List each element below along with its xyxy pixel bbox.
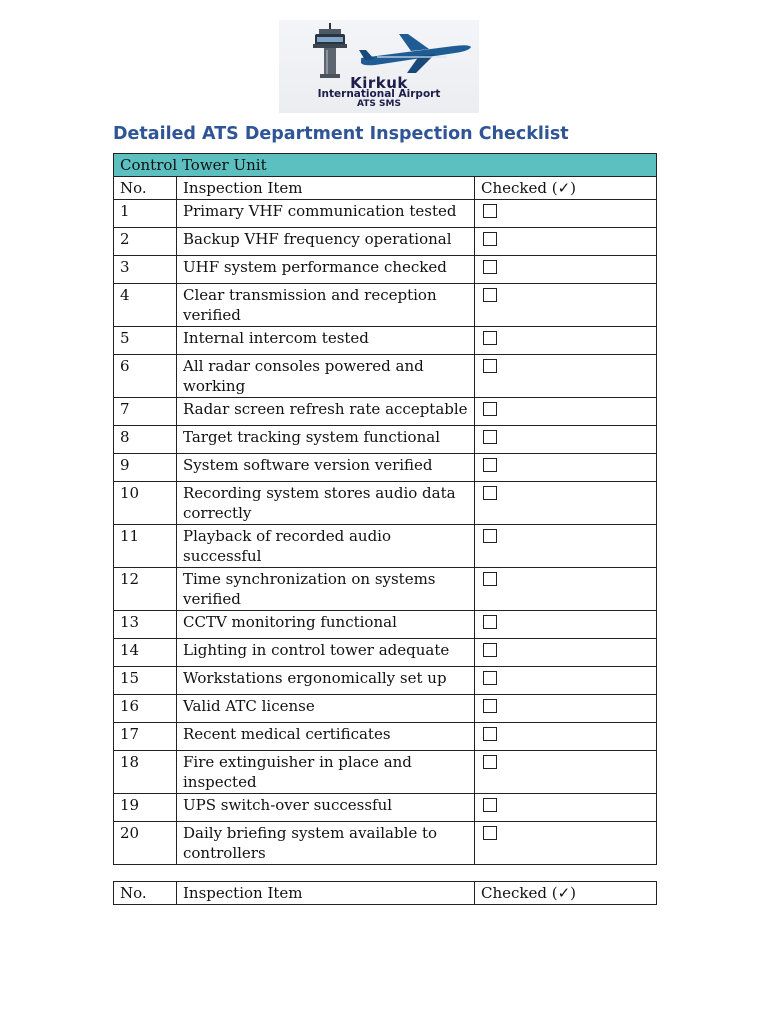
row-number: 8 — [114, 426, 177, 454]
checkbox[interactable] — [483, 204, 497, 218]
checked-cell — [475, 454, 657, 482]
document-title: Detailed ATS Department Inspection Checklist — [113, 124, 569, 144]
inspection-item: Playback of recorded audio successful — [177, 525, 475, 568]
row-number: 15 — [114, 667, 177, 695]
checked-cell — [475, 751, 657, 794]
checked-cell — [475, 794, 657, 822]
checked-cell — [475, 228, 657, 256]
checkbox[interactable] — [483, 486, 497, 500]
row-number: 2 — [114, 228, 177, 256]
inspection-item: Lighting in control tower adequate — [177, 639, 475, 667]
unit-heading: Control Tower Unit — [114, 154, 657, 177]
table-row — [114, 327, 657, 355]
inspection-item: UPS switch-over successful — [177, 794, 475, 822]
inspection-item: Daily briefing system available to controllers — [177, 822, 475, 865]
checked-cell — [475, 482, 657, 525]
table-row — [114, 454, 657, 482]
inspection-item: CCTV monitoring functional — [177, 611, 475, 639]
checked-cell — [475, 398, 657, 426]
table-row — [114, 751, 657, 794]
row-number: 18 — [114, 751, 177, 794]
row-number: 14 — [114, 639, 177, 667]
checked-cell — [475, 284, 657, 327]
inspection-item: Internal intercom tested — [177, 327, 475, 355]
checkbox[interactable] — [483, 643, 497, 657]
checkbox[interactable] — [483, 755, 497, 769]
checked-cell — [475, 525, 657, 568]
inspection-item: UHF system performance checked — [177, 256, 475, 284]
checkbox[interactable] — [483, 615, 497, 629]
checkbox[interactable] — [483, 430, 497, 444]
inspection-item: Recording system stores audio data correctly — [177, 482, 475, 525]
inspection-item: Primary VHF communication tested — [177, 200, 475, 228]
checked-cell — [475, 568, 657, 611]
inspection-item: Backup VHF frequency operational — [177, 228, 475, 256]
table-row — [114, 723, 657, 751]
checkbox[interactable] — [483, 572, 497, 586]
header-checked: Checked (✓) — [475, 882, 657, 905]
inspection-item: System software version verified — [177, 454, 475, 482]
table-row — [114, 398, 657, 426]
row-number: 9 — [114, 454, 177, 482]
table-row — [114, 822, 657, 865]
checkbox[interactable] — [483, 402, 497, 416]
inspection-checklist-table — [113, 153, 657, 865]
header-checked: Checked (✓) — [475, 177, 657, 200]
checked-cell — [475, 611, 657, 639]
table-row — [114, 639, 657, 667]
inspection-item: All radar consoles powered and working — [177, 355, 475, 398]
checked-cell — [475, 667, 657, 695]
row-number: 12 — [114, 568, 177, 611]
checked-cell — [475, 822, 657, 865]
inspection-item: Valid ATC license — [177, 695, 475, 723]
checked-cell — [475, 723, 657, 751]
checked-cell — [475, 355, 657, 398]
row-number: 16 — [114, 695, 177, 723]
table-row — [114, 695, 657, 723]
inspection-item: Workstations ergonomically set up — [177, 667, 475, 695]
table-row — [114, 284, 657, 327]
checkbox[interactable] — [483, 260, 497, 274]
inspection-item: Time synchronization on systems verified — [177, 568, 475, 611]
checked-cell — [475, 695, 657, 723]
row-number: 20 — [114, 822, 177, 865]
header-inspection-item: Inspection Item — [177, 882, 475, 905]
row-number: 5 — [114, 327, 177, 355]
inspection-item: Target tracking system functional — [177, 426, 475, 454]
row-number: 3 — [114, 256, 177, 284]
checked-cell — [475, 426, 657, 454]
inspection-item: Recent medical certificates — [177, 723, 475, 751]
checkbox[interactable] — [483, 232, 497, 246]
table-row — [114, 525, 657, 568]
inspection-item: Radar screen refresh rate acceptable — [177, 398, 475, 426]
checkbox[interactable] — [483, 798, 497, 812]
checkbox[interactable] — [483, 529, 497, 543]
checkbox[interactable] — [483, 331, 497, 345]
checkbox[interactable] — [483, 727, 497, 741]
table-row — [114, 355, 657, 398]
table-row — [114, 667, 657, 695]
checkbox[interactable] — [483, 671, 497, 685]
table-row — [114, 228, 657, 256]
checkbox[interactable] — [483, 458, 497, 472]
checkbox[interactable] — [483, 826, 497, 840]
inspection-item: Clear transmission and reception verified — [177, 284, 475, 327]
table-row — [114, 426, 657, 454]
checkbox[interactable] — [483, 699, 497, 713]
row-number: 6 — [114, 355, 177, 398]
table-row — [114, 256, 657, 284]
table-row — [114, 611, 657, 639]
table-row — [114, 568, 657, 611]
logo-tag: ATS SMS — [357, 99, 401, 109]
header-no: No. — [114, 177, 177, 200]
logo-name: Kirkuk — [350, 74, 408, 92]
checked-cell — [475, 639, 657, 667]
checked-cell — [475, 256, 657, 284]
table-row — [114, 200, 657, 228]
table-row — [114, 482, 657, 525]
row-number: 13 — [114, 611, 177, 639]
logo-subtitle: International Airport — [317, 88, 441, 100]
second-checklist-table — [113, 881, 657, 905]
header-no: No. — [114, 882, 177, 905]
row-number: 4 — [114, 284, 177, 327]
airport-logo — [279, 20, 479, 113]
row-number: 11 — [114, 525, 177, 568]
table-row — [114, 794, 657, 822]
row-number: 17 — [114, 723, 177, 751]
checked-cell — [475, 327, 657, 355]
row-number: 1 — [114, 200, 177, 228]
row-number: 7 — [114, 398, 177, 426]
header-inspection-item: Inspection Item — [177, 177, 475, 200]
checkbox[interactable] — [483, 359, 497, 373]
row-number: 19 — [114, 794, 177, 822]
inspection-item: Fire extinguisher in place and inspected — [177, 751, 475, 794]
checked-cell — [475, 200, 657, 228]
row-number: 10 — [114, 482, 177, 525]
checkbox[interactable] — [483, 288, 497, 302]
